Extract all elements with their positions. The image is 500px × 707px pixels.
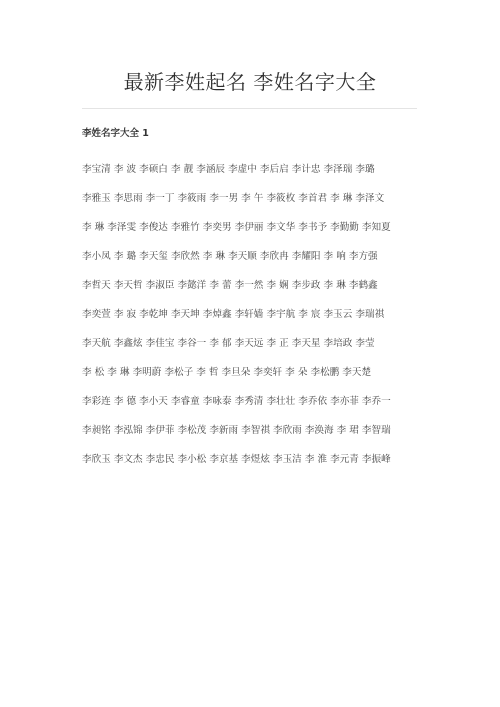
names-paragraph: 李奕萱 李 寂 李乾坤 李天坤 李焯鑫 李轩嫱 李宇航 李 宸 李玉云 李瑞祺 — [82, 308, 385, 320]
names-paragraph: 李天航 李鑫炫 李佳宝 李谷一 李 郁 李天远 李 正 李天星 李培政 李莹 — [82, 337, 375, 349]
page-title: 最新李姓起名 李姓名字大全 — [123, 70, 377, 94]
names-paragraph: 李昶铭 李泓锦 李伊菲 李松茂 李新雨 李智祺 李欣雨 李涣海 李 珺 李智瑞 — [82, 424, 391, 436]
names-paragraph: 李欣玉 李文杰 李忠民 李小松 李京基 李煜炫 李玉洁 李 淮 李元青 李振峰 — [82, 453, 391, 465]
names-paragraph: 李雅玉 李思雨 李一丁 李筱雨 李一男 李 午 李筱枚 李首君 李 琳 李泽文 — [82, 192, 385, 204]
names-paragraph: 李彩连 李 德 李小天 李睿童 李咏泰 李秀清 李壮壮 李乔依 李亦菲 李乔一 — [82, 395, 391, 407]
section-heading: 李姓名字大全 1 — [82, 128, 149, 139]
names-paragraph: 李 琳 李泽雯 李俊达 李雅竹 李奕男 李伊丽 李文华 李书予 李勤勤 李知夏 — [82, 221, 391, 233]
names-paragraph: 李小凤 李 璐 李天玺 李欣然 李 琳 李天顺 李欣冉 李耀阳 李 响 李方强 — [82, 250, 378, 262]
title-divider — [82, 108, 417, 109]
names-paragraph: 李 松 李 琳 李明蔚 李松子 李 哲 李旦朵 李奕轩 李 朵 李松鹏 李天楚 — [82, 366, 372, 378]
names-paragraph: 李宝清 李 波 李硕白 李 靓 李涵辰 李虚中 李后启 李计忠 李泽瑞 李璐 — [82, 163, 375, 175]
names-list — [82, 152, 422, 481]
names-paragraph: 李哲天 李天哲 李淑臣 李懿洋 李 蕾 李一然 李 娴 李步政 李 琳 李鹤鑫 — [82, 279, 378, 291]
